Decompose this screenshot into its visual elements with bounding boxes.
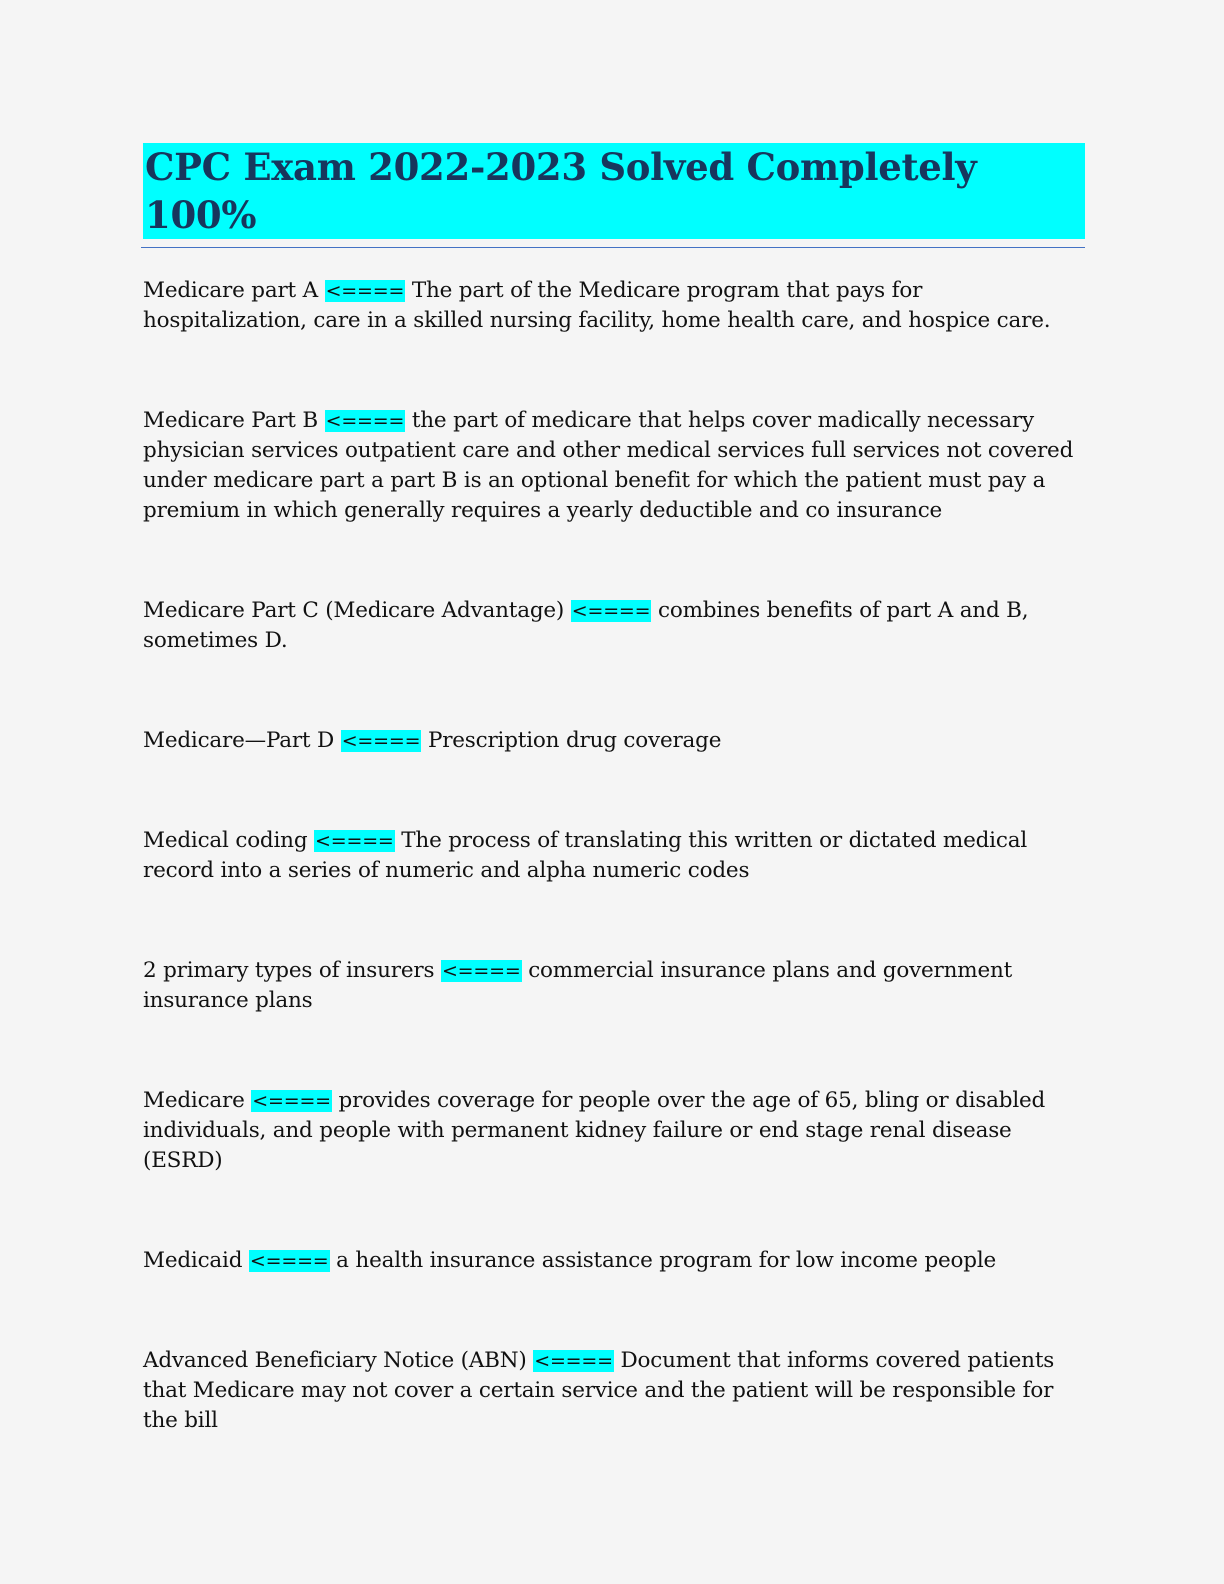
entry-arrow: <====: [341, 730, 421, 752]
entry-term: Medicare Part C (Medicare Advantage): [143, 598, 565, 623]
entry-definition: the part of medicare that helps cover madically necessary physician services outpatient care and other medical services full services not covered under medicare part a part B is an optional benefit for which the patient must pay a premium in which generally requires a yearly deductible and co insurance: [143, 408, 1074, 523]
entry-arrow: <====: [534, 1350, 613, 1372]
entry-definition: a health insurance assistance program for low income people: [336, 1248, 997, 1273]
title-block: [141, 143, 1085, 248]
entry-arrow: <====: [571, 600, 651, 622]
entry-term: Medicare Part B: [143, 408, 318, 433]
entry-term: Advanced Beneficiary Notice (ABN): [143, 1348, 527, 1373]
entry-medical-coding: [143, 826, 1083, 886]
entry-definition: provides coverage for people over the age of 65, bling or disabled individuals, and people with permanent kidney failure or end stage renal disease (ESRD): [143, 1088, 1046, 1173]
entry-definition: The process of translating this written or dictated medical record into a series of numeric and alpha numeric codes: [143, 828, 1027, 883]
entry-arrow: <====: [441, 960, 521, 982]
entry-arrow: <====: [252, 1090, 331, 1112]
entry-medicare-part-b: [143, 406, 1083, 526]
entry-term: Medicare: [143, 1088, 245, 1113]
entry-medicaid: [143, 1246, 1083, 1276]
entry-term: Medical coding: [143, 828, 308, 853]
entry-insurer-types: [143, 956, 1083, 1016]
entry-definition: Prescription drug coverage: [427, 728, 722, 753]
entry-abn: [143, 1346, 1083, 1436]
entry-definition: Document that informs covered patients that Medicare may not cover a certain service and the patient will be responsible for the bill: [143, 1348, 1055, 1433]
entry-term: Medicare—Part D: [143, 728, 335, 753]
entry-medicare-part-c: [143, 596, 1083, 656]
entry-arrow: <====: [249, 1250, 329, 1272]
entry-term: Medicare part A: [143, 278, 318, 303]
entry-arrow: <====: [325, 280, 405, 302]
document-title: CPC Exam 2022-2023 Solved Completely 100%: [143, 143, 1085, 239]
entry-medicare-part-a: [143, 276, 1083, 336]
document-page: [143, 143, 1083, 1506]
entry-medicare-part-d: [143, 726, 1083, 756]
entry-term: Medicaid: [143, 1248, 243, 1273]
entry-arrow: <====: [325, 410, 405, 432]
entry-definition: combines benefits of part A and B, sometimes D.: [143, 598, 1029, 653]
entry-arrow: <====: [315, 830, 394, 852]
entry-term: 2 primary types of insurers: [143, 958, 435, 983]
entry-medicare: [143, 1086, 1083, 1176]
entry-definition: commercial insurance plans and government insurance plans: [143, 958, 1013, 1013]
entry-list: [143, 276, 1083, 1436]
entry-definition: The part of the Medicare program that pays for hospitalization, care in a skilled nursing facility, home health care, and hospice care.: [143, 278, 1051, 333]
